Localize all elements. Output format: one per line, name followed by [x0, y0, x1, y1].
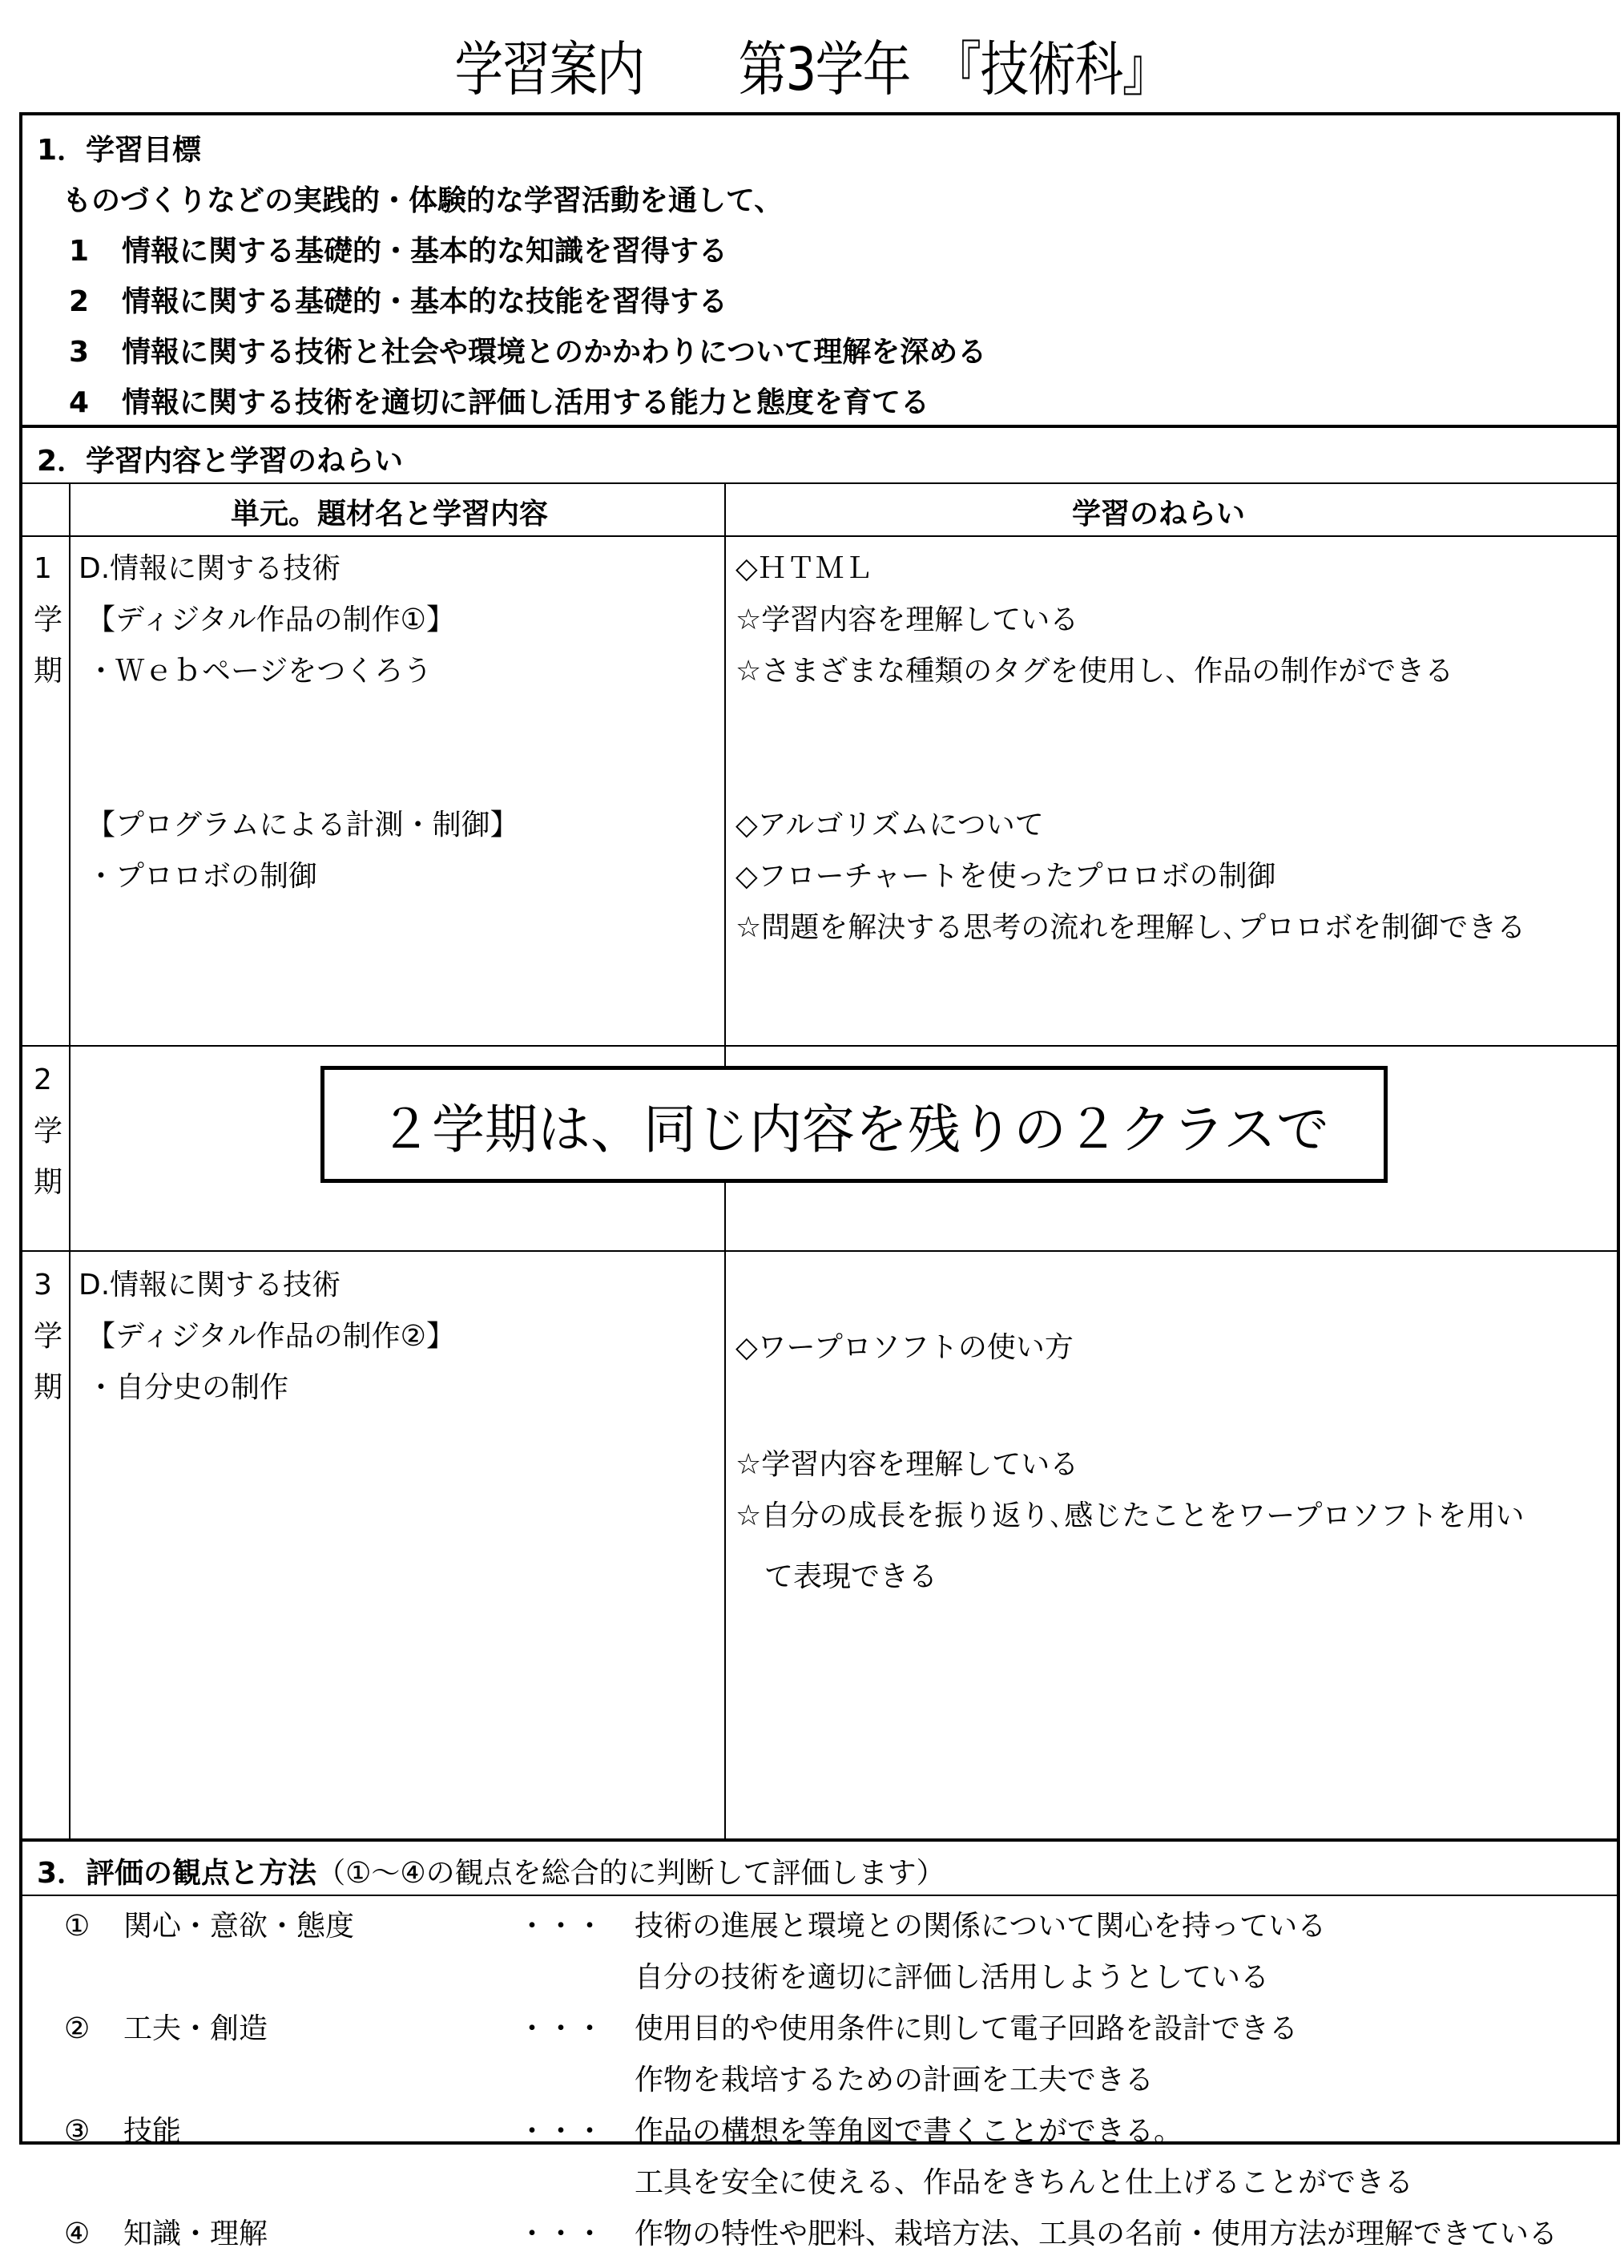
criterion-line: 作物の特性や肥料、栽培方法、工具の名前・使用方法が理解できている: [635, 2218, 1558, 2250]
criterion-label: 知識・理解: [123, 2218, 268, 2250]
section1-heading: 1．学習目標: [37, 134, 202, 167]
goal-num: 1: [69, 235, 90, 268]
criterion-num: ③: [64, 2115, 91, 2148]
goal-text: 情報に関する技術と社会や環境とのかかわりについて理解を深める: [122, 336, 987, 369]
section3-heading-text: 3．評価の観点と方法: [37, 1857, 317, 1890]
term-column-divider: [69, 482, 71, 1838]
goal-text: 情報に関する基礎的・基本的な知識を習得する: [122, 235, 728, 268]
criterion-label: 工夫・創造: [123, 2012, 268, 2045]
section1-intro: ものづくりなどの実践的・体験的な学習活動を通して、: [62, 184, 784, 217]
divider: [22, 535, 1617, 537]
criterion-label: 関心・意欲・態度: [123, 1910, 355, 1943]
term3-content: ・自分史の制作: [87, 1371, 289, 1404]
term3-content: D.情報に関する技術: [79, 1269, 341, 1301]
term3-label: 学: [34, 1320, 63, 1353]
divider: [22, 1250, 1617, 1252]
criterion-label: 技能: [123, 2115, 182, 2148]
term1-content: 【ディジタル作品の制作①】: [87, 603, 455, 636]
criterion-line: 使用目的や使用条件に則して電子回路を設計できる: [635, 2012, 1299, 2045]
goal-num: 3: [69, 336, 90, 369]
divider: [22, 482, 1617, 484]
term2-label: 2: [34, 1063, 52, 1096]
criterion-dots: ・・・: [518, 2012, 605, 2045]
term2-notice: ２学期は、同じ内容を残りの２クラスで: [378, 1098, 1330, 1160]
goal-text: 情報に関する技術を適切に評価し活用する能力と態度を育てる: [122, 386, 930, 419]
term1-content: ・プロロボの制御: [87, 860, 318, 893]
term1-content: ・Ｗｅｂページをつくろう: [87, 655, 433, 688]
term1-label: 期: [34, 655, 63, 688]
criterion-line: 作物を栽培するための計画を工夫できる: [635, 2064, 1155, 2096]
divider: [22, 1838, 1617, 1842]
term2-label: 学: [34, 1115, 63, 1148]
term3-aim: ◇ワープロソフトの使い方: [735, 1331, 1074, 1364]
term1-label: 1: [34, 552, 52, 585]
term2-label: 期: [34, 1166, 63, 1199]
section3-heading-note: （①～④の観点を総合的に判断して評価します）: [316, 1857, 945, 1890]
goal-num: 4: [69, 386, 90, 419]
col-header-aim: 学習のねらい: [1072, 498, 1246, 531]
term1-aim: ☆学習内容を理解している: [735, 603, 1079, 636]
col-header-content: 単元。題材名と学習内容: [231, 498, 549, 531]
term3-aim: ☆学習内容を理解している: [735, 1448, 1079, 1481]
criterion-dots: ・・・: [518, 1910, 605, 1943]
criterion-line: 自分の技術を適切に評価し活用しようとしている: [635, 1961, 1270, 1994]
term1-label: 学: [34, 603, 63, 636]
term3-aim: ☆自分の成長を振り返り､感じたことをワープロソフトを用い: [735, 1499, 1525, 1532]
term1-aim: ☆問題を解決する思考の流れを理解し､プロロボを制御できる: [735, 911, 1526, 944]
divider: [22, 1045, 1617, 1047]
criterion-num: ①: [64, 1910, 91, 1943]
goal-num: 2: [69, 285, 90, 318]
criterion-num: ④: [64, 2218, 91, 2250]
term1-aim: ☆さまざまな種類のタグを使用し、作品の制作ができる: [735, 655, 1454, 688]
term1-aim: ◇ＨＴＭＬ: [735, 552, 873, 585]
criterion-dots: ・・・: [518, 2115, 605, 2148]
goal-text: 情報に関する基礎的・基本的な技能を習得する: [122, 285, 728, 318]
term3-label: 3: [34, 1269, 52, 1301]
term3-label: 期: [34, 1371, 63, 1404]
divider: [22, 1895, 1617, 1896]
term1-aim: ◇フローチャートを使ったプロロボの制御: [735, 860, 1276, 893]
page-title: 学習案内 第3学年 『技術科』: [454, 35, 1170, 104]
term3-content: 【ディジタル作品の制作②】: [87, 1320, 455, 1353]
term1-content: 【プログラムによる計測・制御】: [87, 809, 519, 841]
criterion-line: 技術の進展と環境との関係について関心を持っている: [635, 1910, 1327, 1943]
term1-content: D.情報に関する技術: [79, 552, 341, 585]
term1-aim: ◇アルゴリズムについて: [735, 809, 1044, 841]
term2-notice-box: [320, 1066, 1388, 1183]
section2-heading: 2．学習内容と学習のねらい: [37, 445, 404, 478]
section3-heading: [37, 1859, 945, 1888]
divider: [22, 425, 1617, 428]
term3-aim: て表現できる: [764, 1560, 938, 1593]
criterion-dots: ・・・: [518, 2218, 605, 2250]
criterion-line: 作品の構想を等角図で書くことができる。: [635, 2115, 1183, 2148]
criterion-line: 工具を安全に使える、作品をきちんと仕上げることができる: [635, 2166, 1414, 2199]
criterion-num: ②: [64, 2012, 91, 2045]
